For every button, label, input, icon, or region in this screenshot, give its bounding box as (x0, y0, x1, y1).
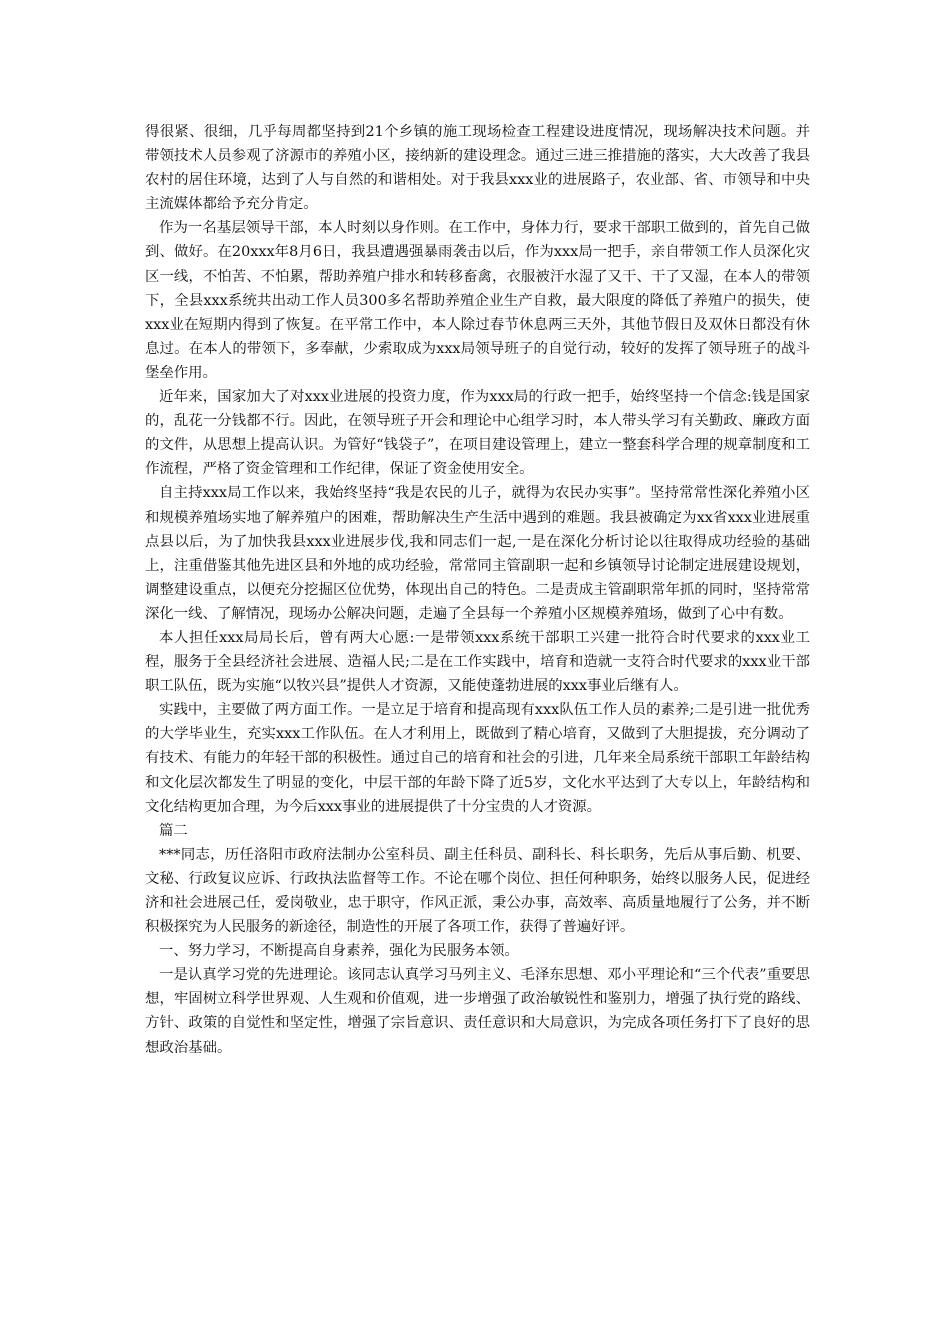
paragraph-2: 作为一名基层领导干部，本人时刻以身作则。在工作中，身体力行，要求干部职工做到的，首先自己做到、做好。在20xxx年8月6日，我县遭遇强暴雨袭击以后，作为xxx局一把手，亲自带领工作人员深化灾区一线，不怕苦、不怕累，帮助养殖户排水和转移畜禽，衣服被汗水湿了又干、干了又湿，在本人的带领下，全县xxx系统共出动工作人员300多名帮助养殖企业生产自救，最大限度的降低了养殖户的损失，使xxx业在短期内得到了恢复。在平常工作中，本人除过春节休息两三天外，其他节假日及双休日都没有休息过。在本人的带领下，多奉献，少索取成为xxx局领导班子的自觉行动，较好的发挥了领导班子的战斗堡垒作用。 (145, 220, 810, 381)
paragraph-3: 近年来，国家加大了对xxx业进展的投资力度，作为xxx局的行政一把手，始终坚持一个信念:钱是国家的，乱花一分钱都不行。因此，在领导班子开会和理论中心组学习时，本人带头学习有关勤政、廉政方面的文件，从思想上提高认识。为管好“钱袋子”，在项目建设管理上，建立一整套科学合理的规章制度和工作流程，严格了资金管理和工作纪律，保证了资金使用安全。 (145, 389, 810, 478)
paragraph-1: 得很紧、很细，几乎每周都坚持到21个乡镇的施工现场检查工程建设进度情况，现场解决技术问题。并带领技术人员参观了济源市的养殖小区，接纳新的建设理念。通过三进三推措施的落实，大大改善了我县农村的居住环境，达到了人与自然的和谐相处。对于我县xxx业的进展路子，农业部、省、市领导和中央主流媒体都给予充分肯定。 (145, 124, 810, 213)
paragraph-5: 本人担任xxx局局长后，曾有两大心愿:一是带领xxx系统干部职工兴建一批符合时代要求的xxx业工程，服务于全县经济社会进展、造福人民;二是在工作实践中，培育和造就一支符合时代要求的xxx业干部职工队伍，既为实施“以牧兴县”提供人才资源，又能使蓬勃进展的xxx事业后继有人。 (145, 629, 810, 695)
paragraph-8: 一是认真学习党的先进理论。该同志认真学习马列主义、毛泽东思想、邓小平理论和“三个代表”重要思想，牢固树立科学世界观、人生观和价值观，进一步增强了政治敏锐性和鉴别力，增强了执行党的路线、方针、政策的自觉性和坚定性，增强了宗旨意识、责任意识和大局意识，为完成各项任务打下了良好的思想政治基础。 (145, 967, 810, 1056)
section-title-part-two: 篇二 (159, 822, 188, 839)
paragraph-6: 实践中，主要做了两方面工作。一是立足于培育和提高现有xxx队伍工作人员的素养;二是引进一批优秀的大学毕业生，充实xxx工作队伍。在人才利用上，既做到了精心培育，又做到了大胆提拔，充分调动了有技术、有能力的年轻干部的积极性。通过自己的培育和社会的引进，几年来全局系统干部职工年龄结构和文化层次都发生了明显的变化，中层干部的年龄下降了近5岁，文化水平达到了大专以上，年龄结构和文化结构更加合理，为今后xxx事业的进展提供了十分宝贵的人才资源。 (145, 702, 810, 815)
section-heading-1: 一、努力学习，不断提高自身素养，强化为民服务本领。 (159, 943, 519, 960)
paragraph-4: 自主持xxx局工作以来，我始终坚持“我是农民的儿子，就得为农民办实事”。坚持常常性深化养殖小区和规模养殖场实地了解养殖户的困难，帮助解决生产生活中遇到的难题。我县被确定为xx省xxx业进展重点县以后，为了加快我县xxx业进展步伐,我和同志们一起,一是在深化分析讨论以往取得成功经验的基础上，注重借鉴其他先进区县和外地的成功经验，常常同主管副职一起和乡镇领导讨论制定进展建设规划，调整建设重点，以便充分挖掘区位优势，体现出自己的特色。二是责成主管副职常年抓的同时，坚持常常深化一线、了解情况，现场办公解决问题，走遍了全县每一个养殖小区规模养殖场，做到了心中有数。 (145, 485, 810, 622)
paragraph-7: ***同志，历任洛阳市政府法制办公室科员、副主任科员、副科长、科长职务，先后从事后勤、机要、文秘、行政复议应诉、行政执法监督等工作。不论在哪个岗位、担任何种职务，始终以服务人民，促进经济和社会进展己任，爱岗敬业，忠于职守，作风正派，秉公办事，高效率、高质量地履行了公务，并不断积极探究为人民服务的新途径，制造性的开展了各项工作，获得了普遍好评。 (145, 846, 810, 936)
document-page (145, 120, 810, 1060)
